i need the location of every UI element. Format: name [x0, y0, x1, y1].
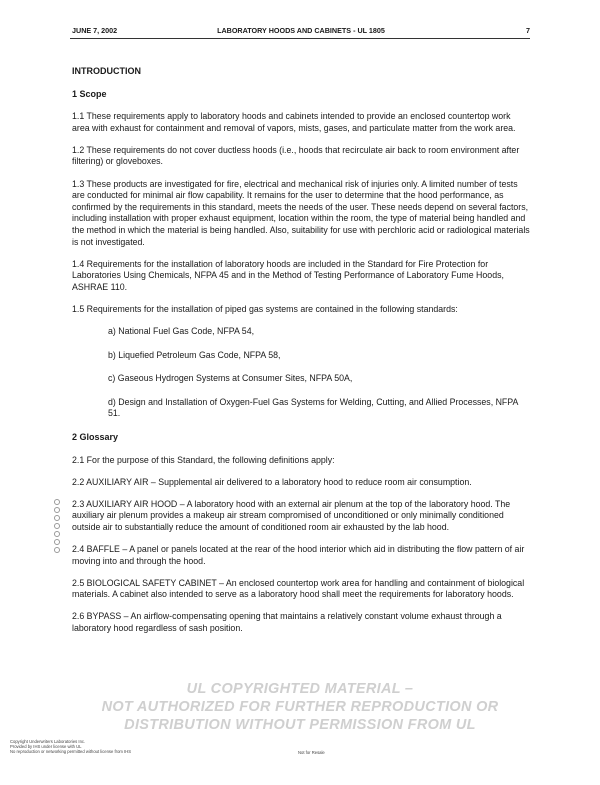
- document-body: [72, 66, 530, 645]
- paragraph-2-6: 2.6 BYPASS – An airflow-compensating opening that maintains a relatively constant volume exhaust through a laboratory hood regardless of sash position.: [72, 611, 502, 633]
- header-rule: [70, 38, 530, 39]
- paragraph-2-3-text: 2.3 AUXILIARY AIR HOOD – A laboratory hood with an external air plenum at the top of the laboratory hood. The auxiliary air plenum provides a makeup air stream compromised of unconditioned or only minimally conditioned outside air to substantially reduce the amount of conditioned room air exhausted by the lab hood.: [72, 498, 511, 532]
- section-heading-glossary: 2 Glossary: [72, 431, 119, 442]
- change-bar-mark: [54, 499, 60, 555]
- footer-copyright: Copyright Underwriters Laboratories Inc.: [10, 739, 86, 744]
- list-item-c: c) Gaseous Hydrogen Systems at Consumer Sites, NFPA 50A,: [108, 373, 353, 384]
- watermark-line-2: NOT AUTHORIZED FOR FURTHER REPRODUCTION OR: [101, 699, 499, 715]
- list-item-d: d) Design and Installation of Oxygen-Fuel Gas Systems for Welding, Cutting, and Allied Processes, NFPA 51.: [108, 396, 518, 419]
- section-heading-introduction: INTRODUCTION: [72, 66, 141, 76]
- watermark-line-3: DISTRIBUTION WITHOUT PERMISSION FROM UL: [124, 717, 476, 733]
- paragraph-1-5: 1.5 Requirements for the installation of piped gas systems are contained in the following standards:: [72, 303, 458, 314]
- watermark-line-1: UL COPYRIGHTED MATERIAL –: [186, 681, 414, 697]
- section-heading-scope: 1 Scope: [72, 88, 107, 99]
- header-page-number: 7: [526, 26, 530, 35]
- paragraph-2-2: 2.2 AUXILIARY AIR – Supplemental air delivered to a laboratory hood to reduce room air consumption.: [72, 476, 472, 487]
- paragraph-2-4: 2.4 BAFFLE – A panel or panels located at the rear of the hood interior which aid in distributing the flow pattern of air moving into and through the hood.: [72, 544, 525, 566]
- footer-not-for-resale: Not for Resale: [298, 750, 325, 755]
- paragraph-2-3: [72, 499, 530, 534]
- list-item-a: a) National Fuel Gas Code, NFPA 54,: [108, 326, 255, 336]
- paragraph-2-5: 2.5 BIOLOGICAL SAFETY CABINET – An enclosed countertop work area for handling and containment of biological materials. A cabinet also intended to serve as a laboratory hood shall meet the requirements for laboratory hoods.: [72, 577, 525, 600]
- paragraph-2-1: 2.1 For the purpose of this Standard, the following definitions apply:: [72, 454, 335, 465]
- header-date: JUNE 7, 2002: [72, 26, 118, 35]
- paragraph-1-1: 1.1 These requirements apply to laboratory hoods and cabinets intended to provide an enclosed countertop work area with exhaust for containment and removal of vapors, mists, gases, and particulate matter from the work area.: [72, 111, 516, 133]
- paragraph-1-4: 1.4 Requirements for the installation of laboratory hoods are included in the Standard for Fire Protection for Laboratories Using Chemicals, NFPA 45 and in the Method of Testing Performance of Laboratory Fume Hoods, ASHRAE 110.: [72, 258, 504, 292]
- list-item-b: b) Liquefied Petroleum Gas Code, NFPA 58,: [108, 349, 281, 360]
- footer-license: Provided by IHS under license with UL: [10, 744, 82, 749]
- paragraph-1-2: 1.2 These requirements do not cover ductless hoods (i.e., hoods that recirculate air back to room environment after filtering) or gloveboxes.: [72, 144, 520, 167]
- paragraph-1-3: 1.3 These products are investigated for fire, electrical and mechanical risk of injuries only. A limited number of tests are conducted for minimal air flow capability. It remains for the user to determine that the hood performance, as confirmed by the requirements in this standard, meets the needs of the user. These needs depend on several factors, including installation with proper exhaust equipment, location within the room, the type of material being handled and the method in which the material is being handled. Also, suitability for use with perchloric acid or radiological materials is not investigated.: [72, 178, 530, 247]
- footer-no-reproduction: No reproduction or networking permitted without license from IHS: [10, 749, 132, 754]
- header-title: LABORATORY HOODS AND CABINETS - UL 1805: [217, 26, 385, 35]
